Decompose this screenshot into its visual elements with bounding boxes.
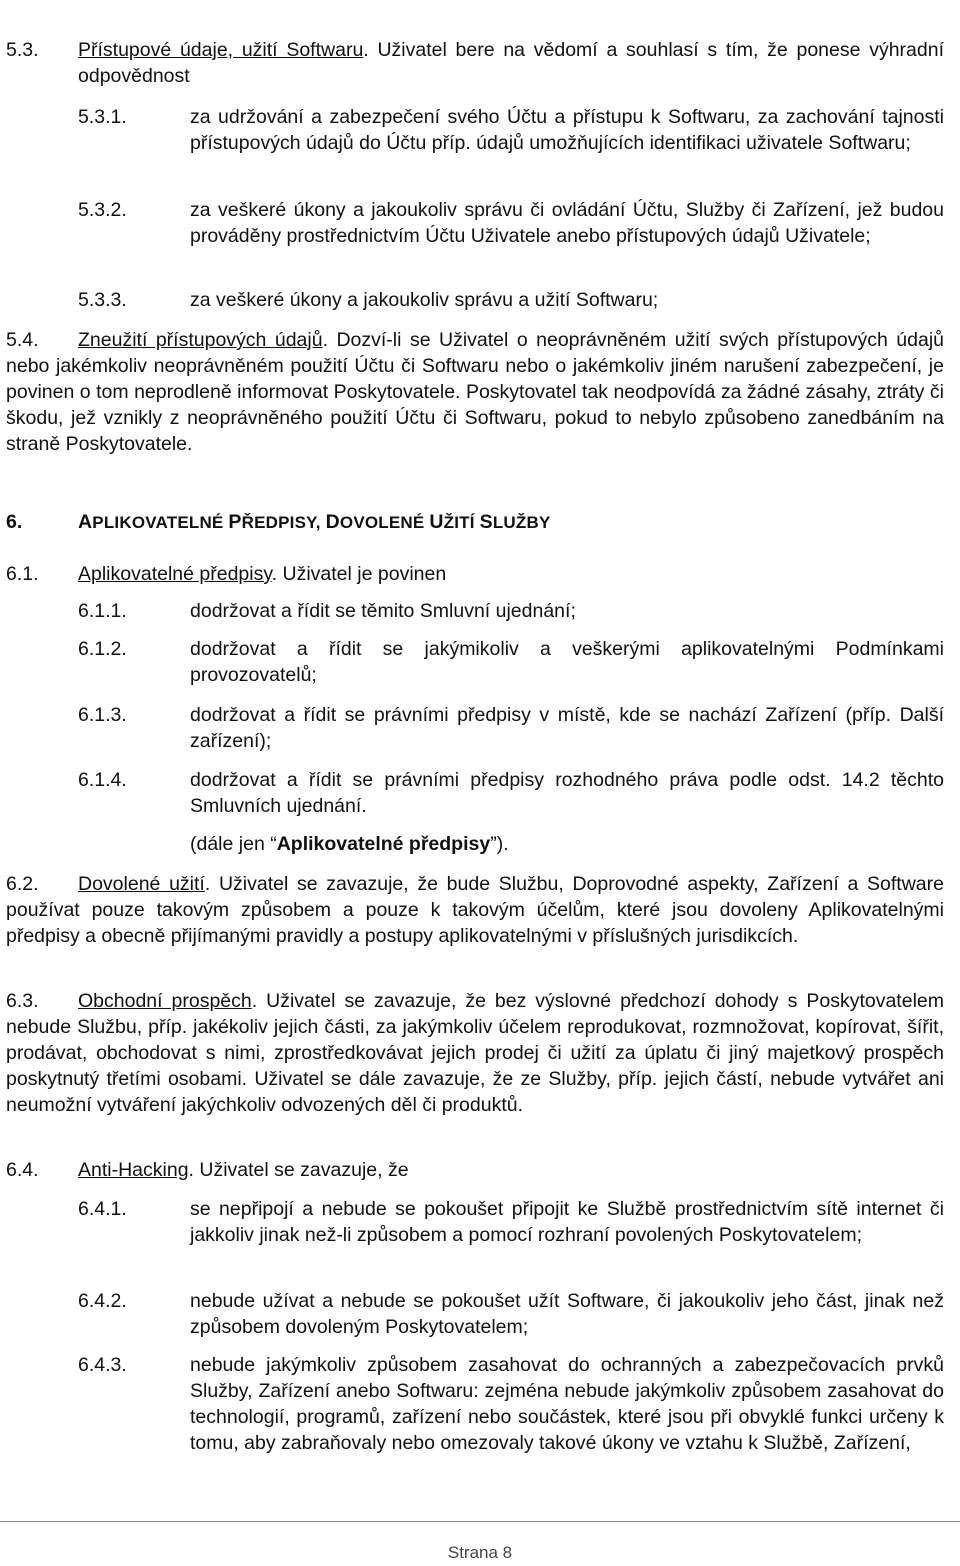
- section-title: APLIKOVATELNÉ PŘEDPISY, DOVOLENÉ UŽITÍ SLUŽBY: [78, 511, 551, 533]
- defined-term: Aplikovatelné předpisy: [276, 833, 491, 855]
- clause-title: Aplikovatelné předpisy: [78, 563, 272, 585]
- clause-title: Obchodní prospěch: [78, 990, 252, 1012]
- clause-title: Zneužití přístupových údajů: [78, 329, 323, 351]
- clause-title: Dovolené užití: [78, 873, 205, 895]
- page-number: Strana 8: [447, 1543, 513, 1562]
- clause-title: Anti-Hacking: [78, 1159, 189, 1181]
- clause-text: Přístupové údaje, užití Softwaru. Uživatel bere na vědomí a souhlasí s tím, že ponese výhradní odpovědnost: [78, 39, 944, 87]
- clause-number: 5.3.: [6, 39, 39, 61]
- clause-title: Přístupové údaje, užití Softwaru: [78, 39, 364, 61]
- footer-divider: [0, 1521, 960, 1522]
- document-page: 5.3. Přístupové údaje, užití Softwaru. Uživatel bere na vědomí a souhlasí s tím, že ponese výhradní odpovědnost 5.3.1. za udržování a zabezpečení svého Účtu a přístupu k Softwaru, za zachování tajnosti přístupových údajů do Účtu příp. údajů umožňujících identifikaci uživatele Softwaru; 5.3.2. za veškeré úkony a jakoukoliv správu či ovládání Účtu, Služby či Zařízení, jež budou prováděny prostřednictvím Účtu Uživatele anebo přístupových údajů Uživatele; 5.3.3. za veškeré úkony a jakoukoliv správu a užití Softwaru; 5.4. Zneužití přístupových údajů. Dozví-li se Uživatel o neoprávněném užití svých přístupových údajů nebo jakémkoliv neoprávněném použití Účtu či Softwaru nebo o jakémkoliv jiném narušení zabezpečení, je povinen o tom neprodleně informovat Poskytovatele. Poskytovatel tak neodpovídá za žádné zásahy, ztráty či škodu, jež vznikly z neoprávněného použití Účtu či Softwaru, pokud to nebylo způsobeno zanedbáním na straně Poskytovatele. 6. APLIKOVATELNÉ PŘEDPISY, DOVOLENÉ UŽITÍ SLUŽBY 6.1. Aplikovatelné předpisy. Uživatel je povinen 6.1.1. dodržovat a řídit se těmito Smluvní ujednání; 6.1.2. dodržovat a řídit se jakýmikoliv a veškerými aplikovatelnými Podmínkami provozovatelů; 6.1.3. dodržovat a řídit se právními předpisy v místě, kde se nachází Zařízení (příp. Další zařízení); 6.1.4. dodržovat a řídit se právními předpisy rozhodného práva podle odst. 14.2 těchto Smluvních ujednání. (dále jen “Aplikovatelné předpisy”). 6.2. Dovolené užití. Uživatel se zavazuje, že bude Službu, Doprovodné aspekty, Zařízení a Software používat pouze takovým způsobem a pouze k takovým účelům, které jsou dovoleny Aplikovatelnými předpisy a obecně přijímanými pravidly a postupy aplikovatelnými v příslušných jurisdikcích. 6.3. Obchodní prospěch. Uživatel se zavazuje, že bez výslovné předchozí dohody s Poskytovatelem nebude Službu, příp. jakékoliv jejich části, za jakýmkoliv účelem reprodukovat, rozmnožovat, kopírovat, šířit, prodávat, obchodovat s nimi, zprostředkovávat jejich prodej či užití za úplatu či jiný majetkový prospěch poskytnutý třetími osobami. Uživatel se dále zavazuje, že ze Služby, příp. jejich částí, nebude vytvářet ani neumožní vytváření jakýchkoliv odvozených děl či produktů. 6.4. Anti-Hacking. Uživatel se zavazuje, že 6.4.1. se nepřipojí a nebude se pokoušet připojit ke Službě prostřednictvím sítě internet či jakkoliv jinak než-li způsobem a pomocí rozhraní povolených Poskytovatelem; 6.4.2. nebude užívat a nebude se pokoušet užít Software, či jakoukoliv jeho část, jinak než způsobem dovoleným Poskytovatelem; 6.4.3. nebude jakýmkoliv způsobem zasahovat do ochranných a zabezpečovacích prvků Služby, Zařízení anebo Softwaru: zejména nebude jakýmkoliv způsobem zasahovat do technologií, programů, zařízení nebo součástek, které jsou při obvyklé funkci určeny k tomu, aby zabraňovaly nebo omezovaly takové úkony ve vztahu k Službě, Zařízení, Strana 8: [0, 0, 960, 1565]
